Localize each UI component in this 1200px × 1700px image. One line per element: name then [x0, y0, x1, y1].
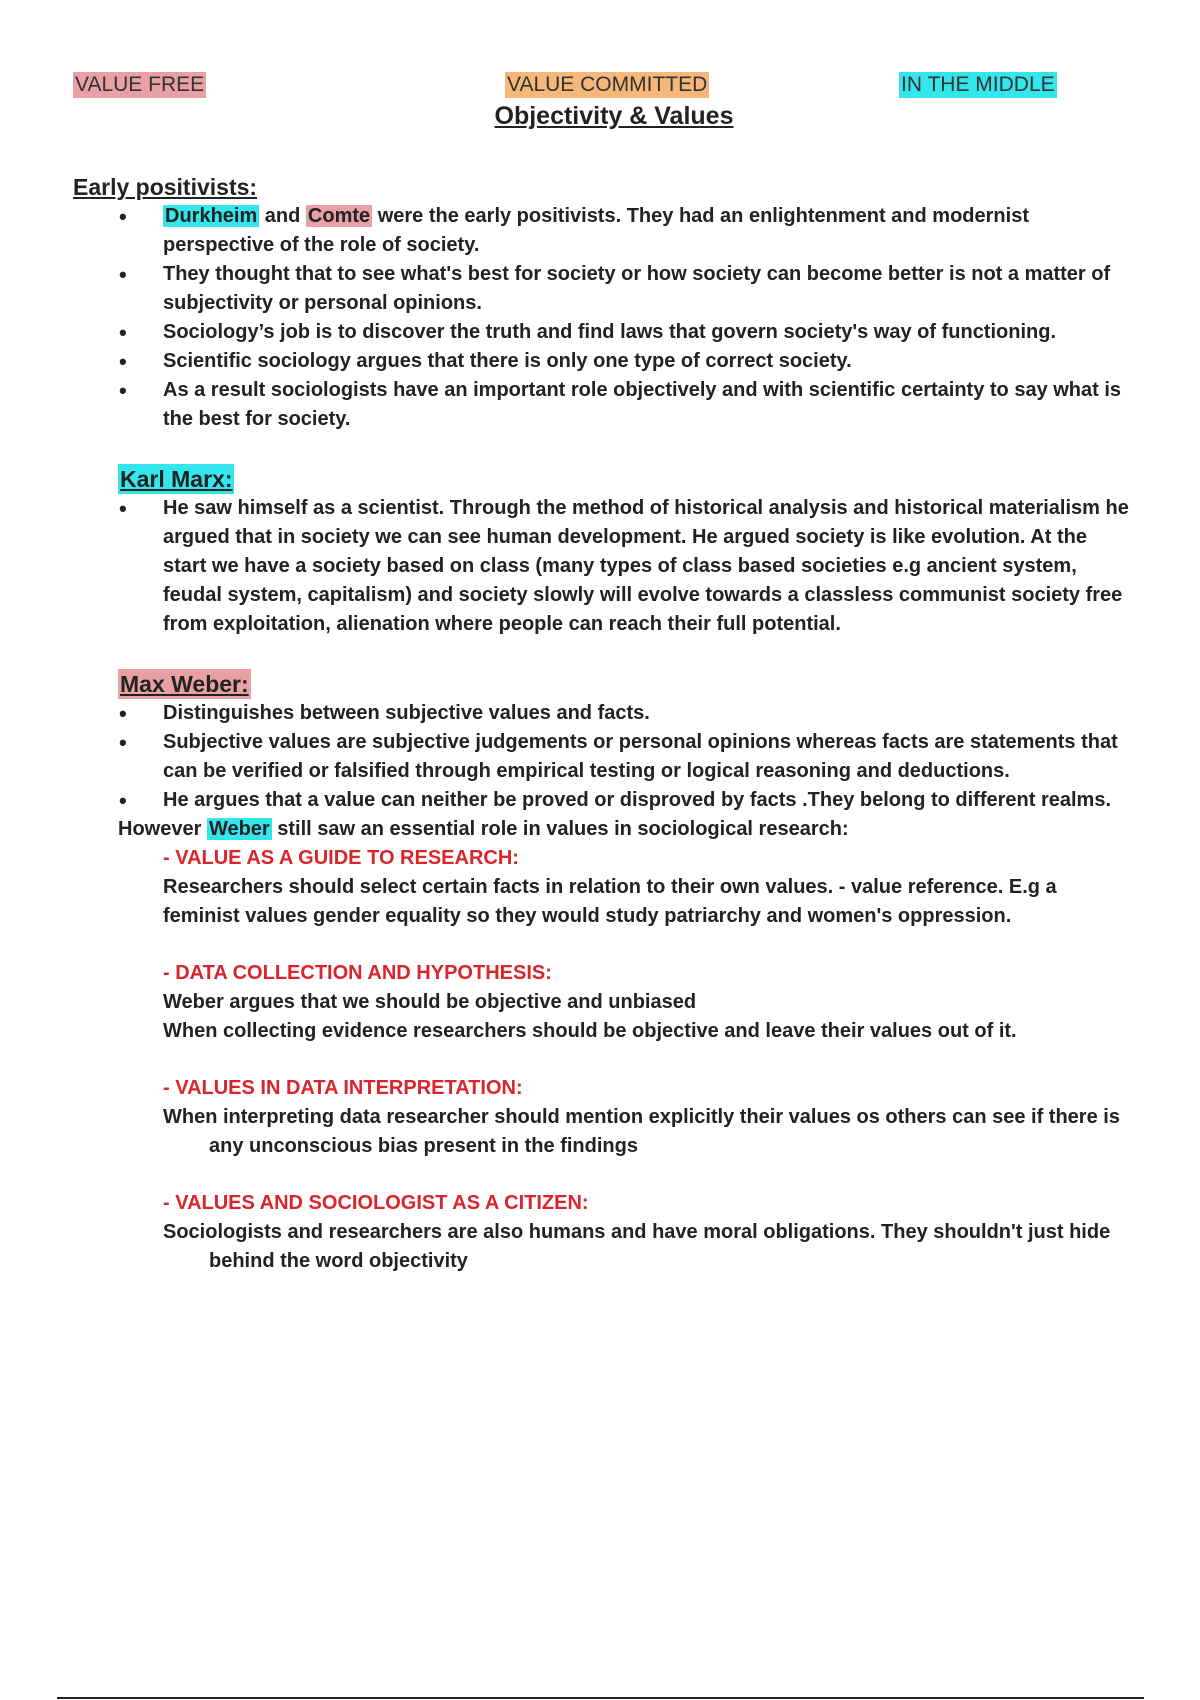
list-item: • Scientific sociology argues that there is only one type of correct society.	[73, 347, 1133, 376]
list-item: • They thought that to see what's best for society or how society can become better is not a matter of subjectivity or personal opinions.	[73, 260, 1133, 318]
comte-highlight: Comte	[307, 205, 371, 227]
section-text-data-collection: Weber argues that we should be objective and unbiased	[163, 991, 697, 1013]
list-item: • Sociology’s job is to discover the truth and find laws that govern society's way of functioning.	[73, 318, 1133, 347]
list-item: • As a result sociologists have an important role objectively and with scientific certainty to say what is the best for society.	[73, 376, 1133, 434]
section-heading-interpretation: - VALUES IN DATA INTERPRETATION:	[163, 1077, 523, 1099]
document-body	[73, 172, 1133, 1276]
list-item-text: were the early positivists. They had an enlightenment and modernist perspective of the role of society.	[163, 205, 1029, 256]
legend-value-free: VALUE FREE	[75, 73, 205, 96]
section-text-interpretation: When interpreting data researcher should mention explicitly their values os others can see if there is any unconscious bias present in the findings	[163, 1106, 1120, 1157]
early-positivists-heading: Early positivists:	[73, 174, 258, 200]
section-heading-guide: - VALUE AS A GUIDE TO RESEARCH:	[163, 847, 519, 869]
early-positivists-list	[73, 202, 1133, 434]
list-item: • He argues that a value can neither be proved or disproved by facts .They belong to different realms.	[73, 786, 1133, 815]
max-weber-list	[73, 699, 1133, 815]
list-item: • He saw himself as a scientist. Through the method of historical analysis and historical materialism he argued that in society we can see human development. He argued society is like evolution. At the start we have a society based on class (many types of class based societies e.g ancient system, feudal system, capitalism) and society slowly will evolve towards a classless communist society free from exploitation, alienation where people can reach their full potential.	[73, 494, 1133, 639]
list-item: • Distinguishes between subjective values and facts.	[73, 699, 1133, 728]
durkheim-highlight: Durkheim	[165, 205, 258, 227]
section-heading-citizen: - VALUES AND SOCIOLOGIST AS A CITIZEN:	[163, 1192, 589, 1214]
list-item-text: and	[259, 205, 306, 227]
list-item	[73, 202, 1133, 260]
section-text-guide: Researchers should select certain facts in relation to their own values. - value reference. E.g a feminist values gender equality so they would study patriarchy and women's oppression.	[163, 876, 1057, 927]
section-text-data-collection-2: When collecting evidence researchers should be objective and leave their values out of it.	[163, 1020, 1017, 1042]
karl-marx-list	[73, 494, 1133, 639]
section-heading-data-collection: - DATA COLLECTION AND HYPOTHESIS:	[163, 962, 552, 984]
legend-value-committed: VALUE COMMITTED	[507, 73, 708, 96]
however-text: However	[118, 818, 207, 840]
page-divider	[57, 1697, 1144, 1699]
section-text-citizen: Sociologists and researchers are also humans and have moral obligations. They shouldn't just hide behind the word objectivity	[163, 1221, 1111, 1272]
however-line	[118, 815, 1133, 844]
max-weber-heading: Max Weber:	[120, 671, 249, 697]
legend-in-the-middle: IN THE MIDDLE	[901, 73, 1055, 96]
list-item: • Subjective values are subjective judgements or personal opinions whereas facts are statements that can be verified or falsified through empirical testing or logical reasoning and deductions.	[73, 728, 1133, 786]
karl-marx-heading: Karl Marx:	[120, 466, 233, 492]
weber-highlight: Weber	[208, 818, 270, 840]
page-title: Objectivity & Values	[494, 102, 734, 130]
however-text: still saw an essential role in values in sociological research:	[271, 818, 849, 840]
